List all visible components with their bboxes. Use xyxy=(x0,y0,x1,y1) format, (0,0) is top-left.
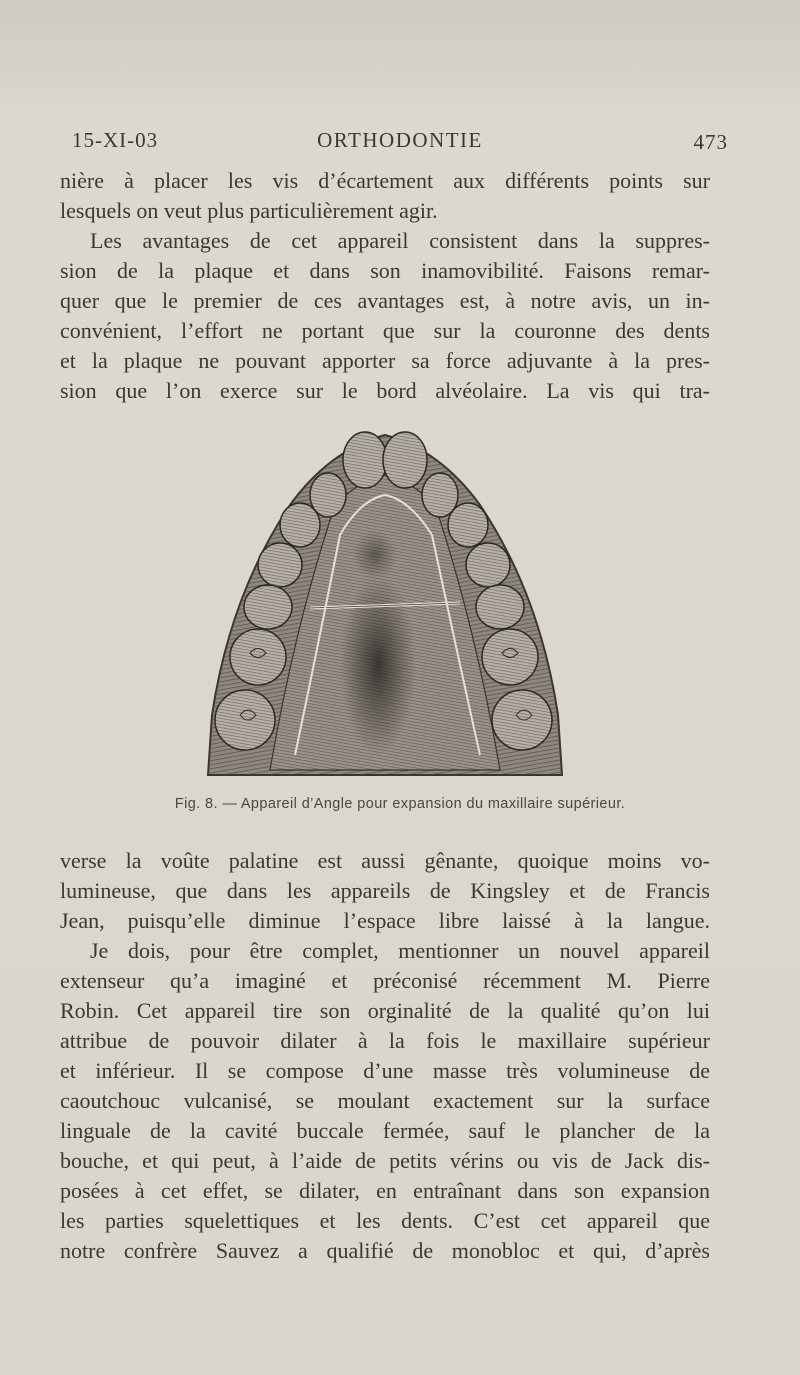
text-line: nière à placer les vis d’écartement aux différents points sur xyxy=(60,168,710,193)
figure-caption: Fig. 8. — Appareil d’Angle pour expansion du maxillaire supérieur. xyxy=(174,796,626,812)
text-block-top xyxy=(60,166,710,406)
header-title: ORTHODONTIE xyxy=(317,128,483,152)
text-line: quer que le premier de ces avantages est, à notre avis, un in- xyxy=(60,288,710,313)
text-line: verse la voûte palatine est aussi gênante, quoique moins vo- xyxy=(60,848,710,873)
page-number: 473 xyxy=(693,130,728,154)
paragraph xyxy=(60,846,710,936)
paragraph xyxy=(60,936,710,1266)
text-line: sion que l’on exerce sur le bord alvéolaire. La vis qui tra- xyxy=(60,378,710,403)
text-line: Robin. Cet appareil tire son orginalité de la qualité qu’on lui xyxy=(60,998,710,1023)
paragraph xyxy=(60,226,710,406)
text-line: extenseur qu’a imaginé et préconisé récemment M. Pierre xyxy=(60,968,710,993)
text-block-bottom xyxy=(60,846,710,1266)
text-line: Jean, puisqu’elle diminue l’espace libre laissé à la langue. xyxy=(60,908,710,933)
text-line: et la plaque ne pouvant apporter sa force adjuvante à la pres- xyxy=(60,348,710,373)
paragraph xyxy=(60,166,710,226)
text-line: Je dois, pour être complet, mentionner un nouvel appareil xyxy=(90,938,710,963)
header-date: 15-XI-03 xyxy=(72,128,159,152)
text-line: les parties squelettiques et les dents. C’est cet appareil que xyxy=(60,1208,710,1233)
text-line: bouche, et qui peut, à l’aide de petits vérins ou vis de Jack dis- xyxy=(60,1148,710,1173)
text-line: attribue de pouvoir dilater à la fois le maxillaire supérieur xyxy=(60,1028,710,1053)
text-line: lumineuse, que dans les appareils de Kingsley et de Francis xyxy=(60,878,710,903)
text-line: notre confrère Sauvez a qualifié de monobloc et qui, d’après xyxy=(60,1238,710,1263)
text-line: posées à cet effet, se dilater, en entraînant dans son expansion xyxy=(60,1178,710,1203)
text-line: lesquels on veut plus particulièrement agir. xyxy=(60,198,438,223)
text-line: et inférieur. Il se compose d’une masse très volumineuse de xyxy=(60,1058,710,1083)
text-line: caoutchouc vulcanisé, se moulant exactement sur la surface xyxy=(60,1088,710,1113)
text-line: linguale de la cavité buccale fermée, sauf le plancher de la xyxy=(60,1118,710,1143)
text-line: convénient, l’effort ne portant que sur la couronne des dents xyxy=(60,318,710,343)
text-line: sion de la plaque et dans son inamovibilité. Faisons remar- xyxy=(60,258,710,283)
running-header xyxy=(72,128,728,158)
dental-arch-illustration xyxy=(200,425,570,785)
text-line: Les avantages de cet appareil consistent dans la suppres- xyxy=(90,228,710,253)
